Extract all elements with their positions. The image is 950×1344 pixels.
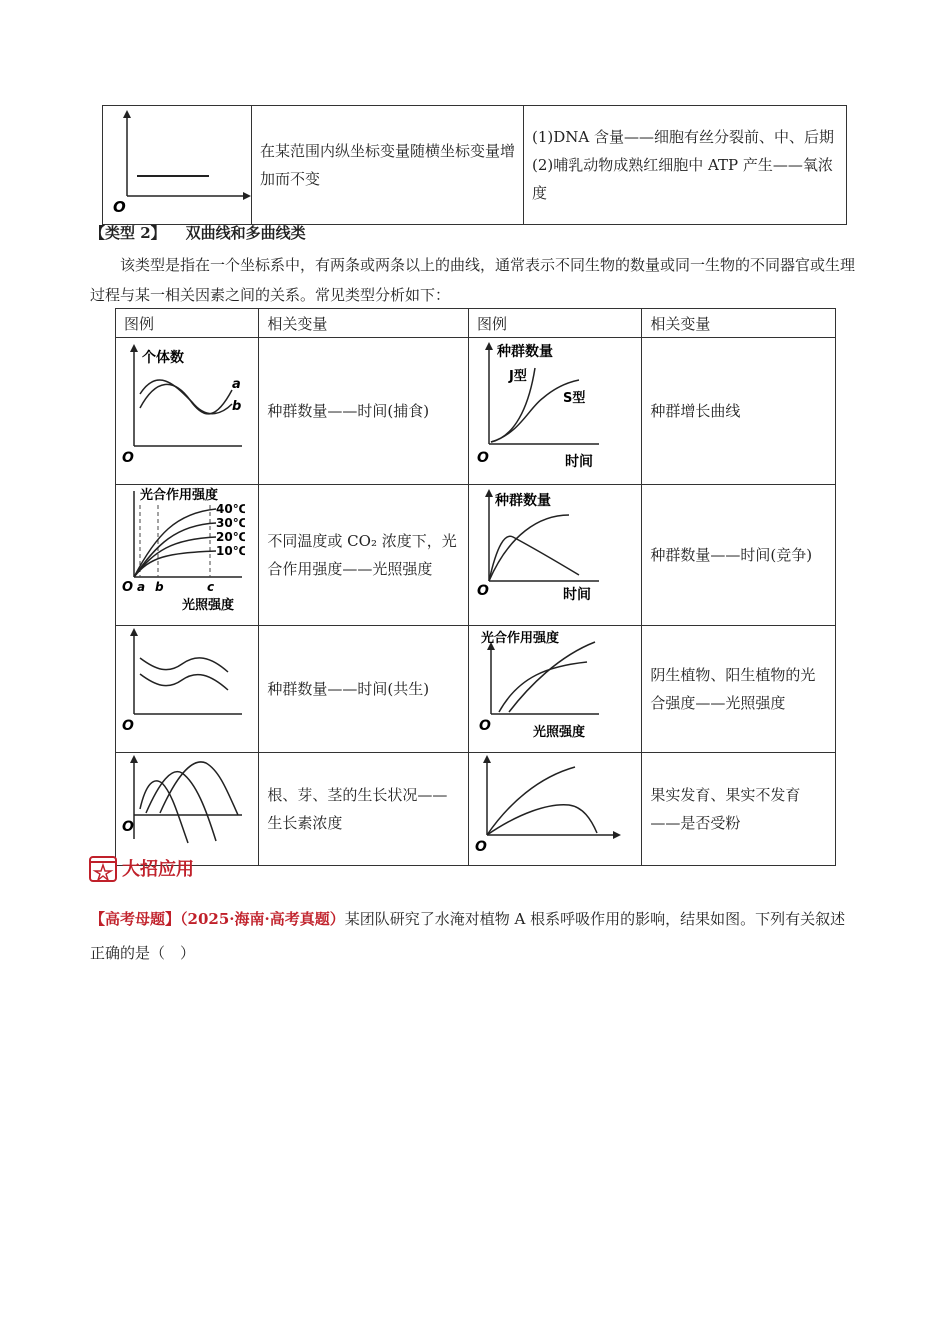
- graph-cell: [468, 338, 641, 485]
- dazhao-heading: [88, 853, 194, 883]
- y-axis-label: 种群数量: [496, 344, 553, 360]
- graph-cell: [116, 485, 259, 626]
- question-block: [90, 902, 860, 970]
- population-growth-graph: [469, 338, 628, 480]
- origin-label: O: [122, 718, 134, 734]
- section-heading: [90, 222, 306, 243]
- origin-label: O: [122, 819, 134, 835]
- variable-text: 不同温度或 CO₂ 浓度下，光合作用强度——光照强度: [267, 532, 457, 578]
- temp-30-label: 30℃: [216, 516, 245, 530]
- x-axis-label: 光照强度: [182, 598, 235, 613]
- photosynthesis-temperature-graph: [116, 485, 245, 621]
- table-header-row: [116, 309, 836, 338]
- variable-text: 阴生植物、阳生植物的光合强度——光照强度: [650, 666, 816, 712]
- origin-label: O: [476, 450, 489, 466]
- origin-label: O: [122, 450, 134, 466]
- graph-cell: [468, 485, 641, 626]
- variable-cell: [642, 485, 836, 626]
- header-cell: 图例: [116, 309, 259, 338]
- point-a-label: a: [137, 580, 146, 594]
- examples-cell: [524, 106, 847, 225]
- table-row: [116, 485, 836, 626]
- competition-graph: [469, 485, 628, 621]
- table-row: [103, 106, 847, 225]
- question-tag: 【高考母题】: [90, 910, 181, 928]
- temp-20-label: 20℃: [216, 530, 245, 544]
- graph-cell: [103, 106, 252, 225]
- variable-cell: [642, 753, 836, 866]
- header-cell: 图例: [468, 309, 641, 338]
- y-axis-label: 光合作用强度: [140, 488, 219, 503]
- variable-cell: [642, 338, 836, 485]
- graph-cell: [468, 626, 641, 753]
- variable-text: 种群增长曲线: [650, 402, 741, 420]
- variable-cell: [259, 626, 469, 753]
- question-source: （2025·海南·高考真题）: [180, 910, 345, 928]
- origin-label: O: [122, 580, 134, 595]
- table-row: [116, 338, 836, 485]
- graph-cell: [116, 753, 259, 866]
- variable-text: 种群数量——时间(竞争): [650, 546, 813, 564]
- example-2: (2)哺乳动物成熟红细胞中 ATP 产生——氧浓度: [532, 156, 833, 202]
- shade-sun-plant-graph: [469, 626, 628, 748]
- x-axis-label: 时间: [562, 587, 591, 603]
- s-curve-label: S型: [562, 391, 586, 406]
- header-cell: 相关变量: [259, 309, 469, 338]
- curve-a-label: a: [232, 377, 241, 392]
- variable-cell: [259, 753, 469, 866]
- origin-label: O: [478, 718, 491, 734]
- description-text: 在某范围内纵坐标变量随横坐标变量增加而不变: [260, 142, 516, 188]
- variable-text: 种群数量——时间(共生): [267, 680, 430, 698]
- point-b-label: b: [155, 580, 164, 594]
- table-row: [116, 753, 836, 866]
- graph-cell: [468, 753, 641, 866]
- point-c-label: c: [207, 580, 215, 594]
- x-axis-label: 光照强度: [532, 725, 585, 740]
- description-cell: [252, 106, 524, 225]
- y-axis-label: 种群数量: [494, 493, 551, 509]
- temp-40-label: 40℃: [216, 502, 245, 516]
- y-axis-label: 个体数: [142, 350, 184, 366]
- predation-graph: [116, 338, 245, 480]
- graph-cell: [116, 626, 259, 753]
- variable-text: 果实发育、果实不发育——是否受粉: [650, 786, 801, 832]
- y-axis-label: 光合作用强度: [480, 631, 559, 646]
- variable-cell: [642, 626, 836, 753]
- variable-text: 种群数量——时间(捕食): [267, 402, 430, 420]
- symbiosis-graph: [116, 626, 245, 748]
- question-text: 某团队研究了水淹对植物 A 根系呼吸作用的影响，结果如图。下列有关叙述正确的是（ ）: [90, 910, 846, 962]
- fruit-development-graph: [469, 753, 628, 861]
- type-title: 双曲线和多曲线类: [185, 224, 306, 242]
- variable-cell: [259, 485, 469, 626]
- j-curve-label: J型: [508, 369, 527, 384]
- curve-type-table-2: [115, 308, 836, 866]
- header-cell: 相关变量: [642, 309, 836, 338]
- curve-b-label: b: [232, 399, 242, 414]
- x-axis-label: 时间: [564, 454, 593, 470]
- curve-type-table-1: [102, 105, 847, 225]
- temp-10-label: 10℃: [216, 544, 245, 558]
- auxin-graph: [116, 753, 245, 861]
- origin-label: O: [476, 583, 489, 599]
- intro-paragraph: 该类型是指在一个坐标系中，有两条或两条以上的曲线，通常表示不同生物的数量或同一生物的不同器官或生理过程与某一相关因素之间的关系。常见类型分析如下：: [90, 256, 856, 304]
- graph-cell: [116, 338, 259, 485]
- variable-cell: [259, 338, 469, 485]
- example-1: (1)DNA 含量——细胞有丝分裂前、中、后期: [532, 128, 835, 146]
- variable-text: 根、芽、茎的生长状况——生长素浓度: [267, 786, 448, 832]
- dazhao-label: 大招应用: [122, 859, 194, 880]
- star-icon: [88, 853, 118, 883]
- flat-curve-graph: [103, 106, 251, 220]
- table-row: [116, 626, 836, 753]
- type-label: 【类型 2】: [90, 224, 166, 242]
- origin-label: O: [474, 839, 487, 855]
- origin-label: O: [113, 198, 126, 216]
